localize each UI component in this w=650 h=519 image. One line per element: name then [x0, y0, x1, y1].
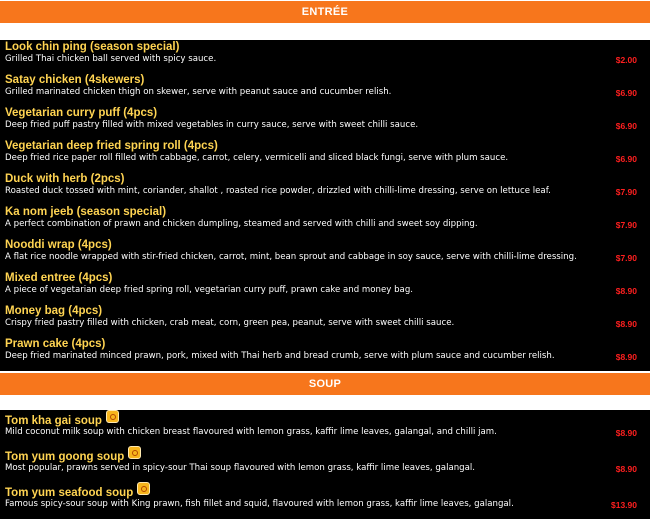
menu-item-name-row: [5, 486, 150, 499]
menu-item-description: A perfect combination of prawn and chicken dumpling, steamed and served with chilli and sweet soy dipping.: [5, 219, 478, 229]
menu-item-description: A flat rice noodle wrapped with stir-fried chicken, carrot, mint, bean sprout and cabbage in soy sauce, serve with chilli-lime dressing.: [5, 252, 577, 262]
menu-item-name: Tom yum seafood soup: [5, 486, 134, 499]
menu-item-price: $8.90: [615, 464, 637, 474]
menu-item-tom-yum-seafood: [5, 486, 645, 519]
menu-item-description: Crispy fried pastry filled with chicken, crab meat, corn, green pea, peanut, serve with sweet chilli sauce.: [5, 318, 455, 328]
menu-item-name: Tom yum goong soup: [5, 450, 125, 463]
menu-item-name: Satay chicken (4skewers): [5, 74, 145, 86]
menu-item-description: Grilled Thai chicken ball served with spicy sauce.: [5, 54, 217, 64]
menu-item-description: A piece of vegetarian deep fried spring roll, vegetarian curry puff, prawn cake and money bag.: [5, 285, 414, 295]
menu-item-name: Vegetarian deep fried spring roll (4pcs): [5, 140, 218, 152]
menu-item-tom-yum-goong: [5, 450, 645, 483]
menu-item-name: Money bag (4pcs): [5, 305, 103, 317]
menu-item-description: Deep fried marinated minced prawn, pork, mixed with Thai herb and bread crumb, serve with plum sauce and cucumber relish.: [5, 351, 555, 361]
menu-item-description: Most popular, prawns served in spicy-sour Thai soup flavoured with lemon grass, kaffir lime leaves, galangal.: [5, 463, 476, 473]
menu-item-price: $6.90: [615, 88, 637, 98]
menu-item-ka-nom-jeeb: [5, 206, 645, 239]
menu-item-description: Famous spicy-sour soup with King prawn, fish fillet and squid, flavoured with lemon grass, kaffir lime leaves, galangal.: [5, 499, 514, 509]
menu-item-tom-kha-gai: [5, 414, 645, 447]
section-header-entree: ENTRÉE: [0, 1, 650, 23]
menu-item-name: Duck with herb (2pcs): [5, 173, 125, 185]
menu-item-description: Deep fried puff pastry filled with mixed vegetables in curry sauce, serve with sweet chilli sauce.: [5, 120, 419, 130]
menu-item-prawn-cake: [5, 338, 645, 371]
menu-item-vegetarian-spring-roll: [5, 140, 645, 173]
menu-item-mixed-entree: [5, 272, 645, 305]
menu-item-price: $8.90: [615, 428, 637, 438]
menu-item-name: Mixed entree (4pcs): [5, 272, 113, 284]
menu-item-description: Roasted duck tossed with mint, coriander, shallot , roasted rice powder, drizzled with chilli-lime dressing, serve on lettuce leaf.: [5, 186, 551, 196]
menu-item-price: $7.90: [615, 220, 637, 230]
menu-item-vegetarian-curry-puff: [5, 107, 645, 140]
menu-item-satay-chicken: [5, 74, 645, 107]
menu-item-look-chin-ping: [5, 41, 645, 74]
menu-item-price: $8.90: [615, 319, 637, 329]
menu-item-duck-with-herb: [5, 173, 645, 206]
menu-item-description: Grilled marinated chicken thigh on skewer, serve with peanut sauce and cucumber relish.: [5, 87, 392, 97]
menu-item-name: Ka nom jeeb (season special): [5, 206, 167, 218]
menu-item-name-row: [5, 450, 141, 463]
soup-menu-panel: [0, 410, 650, 519]
section-header-soup: SOUP: [0, 373, 650, 395]
menu-item-price: $7.90: [615, 253, 637, 263]
menu-item-name: Vegetarian curry puff (4pcs): [5, 107, 158, 119]
menu-item-description: Deep fried rice paper roll filled with cabbage, carrot, celery, vermicelli and sliced black fungi, serve with plum sauce.: [5, 153, 509, 163]
menu-item-price: $8.90: [615, 352, 637, 362]
menu-item-price: $2.00: [615, 55, 637, 65]
menu-item-name: Look chin ping (season special): [5, 41, 180, 53]
menu-item-description: Mild coconut milk soup with chicken breast flavoured with lemon grass, kaffir lime leaves, galangal, and chilli jam.: [5, 427, 497, 437]
menu-item-price: $7.90: [615, 187, 637, 197]
menu-item-name: Tom kha gai soup: [5, 414, 102, 427]
menu-item-money-bag: [5, 305, 645, 338]
entree-menu-panel: [0, 40, 650, 371]
chili-badge-icon: [128, 446, 141, 459]
chili-badge-icon: [106, 410, 119, 423]
menu-item-price: $13.90: [611, 500, 637, 510]
menu-item-price: $6.90: [615, 121, 637, 131]
menu-item-price: $6.90: [615, 154, 637, 164]
menu-item-price: $8.90: [615, 286, 637, 296]
menu-item-name-row: [5, 414, 119, 427]
menu-item-name: Prawn cake (4pcs): [5, 338, 106, 350]
chili-badge-icon: [137, 482, 150, 495]
menu-item-nooddi-wrap: [5, 239, 645, 272]
menu-item-name: Nooddi wrap (4pcs): [5, 239, 112, 251]
